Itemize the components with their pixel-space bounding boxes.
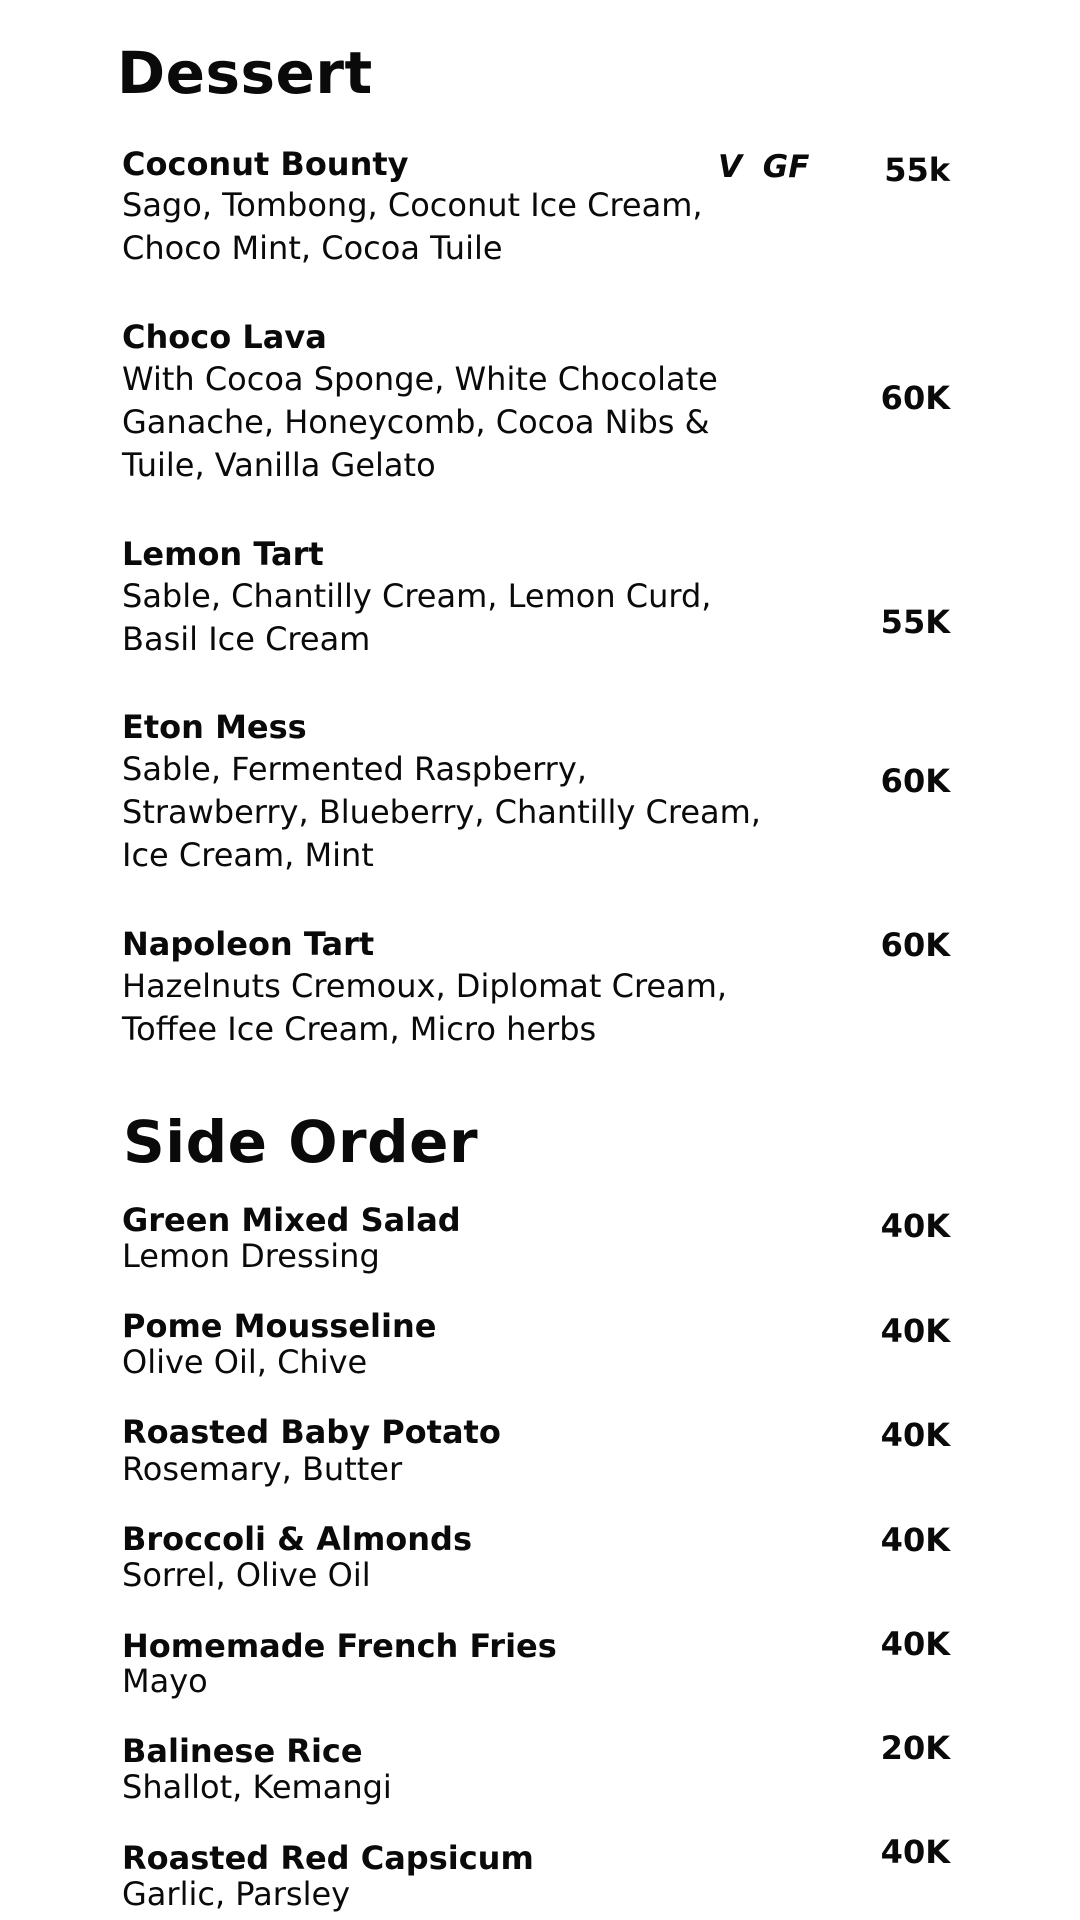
item-name: Eton Mess [122,708,307,746]
item-description: Sable, Fermented Raspberry, [122,750,587,788]
item-name: Roasted Baby Potato [122,1413,501,1451]
item-description: Sorrel, Olive Oil [122,1556,371,1594]
item-description: Strawberry, Blueberry, Chantilly Cream, [122,793,761,831]
item-price: 60K [880,379,950,417]
side-order-heading: Side Order [123,1108,479,1176]
item-price: 40K [880,1312,950,1350]
item-price: 40K [880,1521,950,1559]
item-description: Choco Mint, Cocoa Tuile [122,229,503,267]
item-description: Garlic, Parsley [122,1875,351,1913]
item-description: Sable, Chantilly Cream, Lemon Curd, [122,577,712,615]
item-price: 20K [880,1729,950,1767]
dessert-heading: Dessert [117,39,373,107]
dietary-tags: V GF [718,149,810,185]
item-name: Pome Mousseline [122,1307,437,1345]
item-name: Napoleon Tart [122,925,375,963]
item-price: 40K [880,1416,950,1454]
item-description: Olive Oil, Chive [122,1343,368,1381]
item-description: Tuile, Vanilla Gelato [122,446,436,484]
item-description: Sago, Tombong, Coconut Ice Cream, [122,186,703,224]
item-description: Basil Ice Cream [122,620,371,658]
item-description: Mayo [122,1662,208,1700]
item-price: 60K [880,926,950,964]
item-name: Lemon Tart [122,535,324,573]
item-name: Coconut Bounty [122,145,409,183]
item-name: Green Mixed Salad [122,1201,461,1239]
item-price: 55k [884,151,950,189]
item-description: Shallot, Kemangi [122,1768,392,1806]
item-price: 40K [880,1207,950,1245]
item-price: 60K [880,762,950,800]
item-description: Ganache, Honeycomb, Cocoa Nibs & [122,403,710,441]
item-name: Balinese Rice [122,1732,363,1770]
item-description: Hazelnuts Cremoux, Diplomat Cream, [122,967,728,1005]
item-name: Choco Lava [122,318,327,356]
item-description: With Cocoa Sponge, White Chocolate [122,360,718,398]
item-name: Broccoli & Almonds [122,1520,472,1558]
item-description: Ice Cream, Mint [122,836,374,874]
item-description: Rosemary, Butter [122,1450,403,1488]
item-description: Lemon Dressing [122,1237,380,1275]
item-price: 40K [880,1833,950,1871]
item-price: 55K [880,603,950,641]
item-price: 40K [880,1625,950,1663]
item-description: Toffee Ice Cream, Micro herbs [122,1010,597,1048]
item-name: Homemade French Fries [122,1627,557,1665]
item-name: Roasted Red Capsicum [122,1839,534,1877]
